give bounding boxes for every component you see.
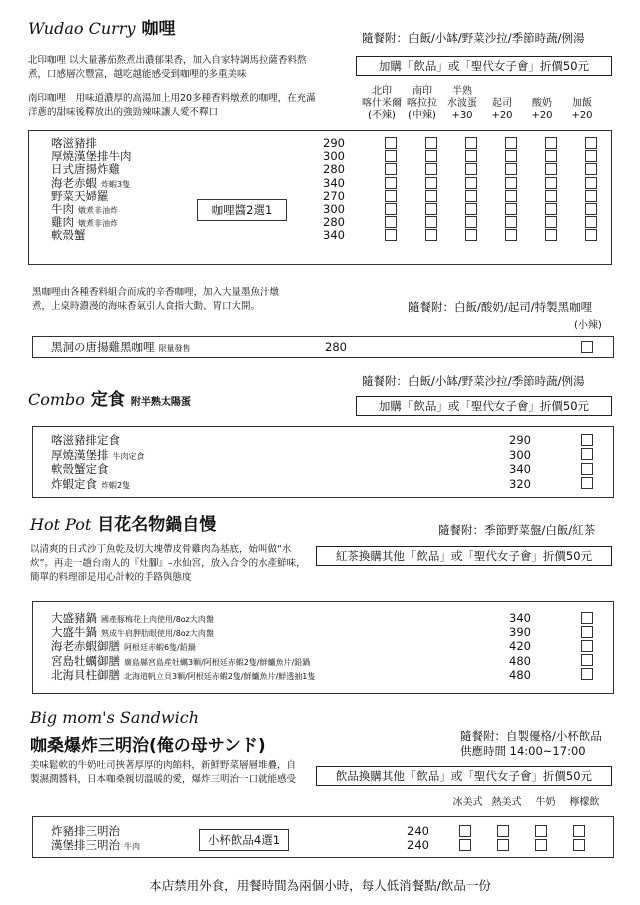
combo-item-price: 300 xyxy=(509,447,531,462)
sandwich-checkbox-grid xyxy=(459,825,611,852)
curry-item xyxy=(51,229,132,242)
sandwich-item-name: 漢堡排三明治 xyxy=(51,837,120,852)
curry-item-sub: 燉煮非油炸 xyxy=(78,219,118,229)
curry-checkbox[interactable] xyxy=(385,229,397,241)
combo-item-name: 厚燒漢堡排 xyxy=(51,447,109,462)
curry-option-header-line: 喀拉拉 xyxy=(407,98,437,109)
hotpot-checkbox[interactable] xyxy=(581,612,593,624)
curry-option-header xyxy=(482,86,522,126)
curry-option-headers xyxy=(362,86,622,126)
hotpot-item-name: 北海貝柱御膳 xyxy=(51,667,120,682)
curry-item-name: 日式唐揚炸雞 xyxy=(51,162,120,177)
hotpot-checkbox[interactable] xyxy=(581,668,593,680)
hotpot-item-price: 390 xyxy=(509,625,531,640)
curry-item-price: 300 xyxy=(323,149,345,164)
curry-option-header-line xyxy=(562,86,602,98)
hotpot-item-list xyxy=(51,611,315,682)
curry-checkbox-row xyxy=(385,229,625,242)
combo-item-name: 軟殼蟹定食 xyxy=(51,462,109,476)
hotpot-item-sub: 國產豚梅花上肉使用/8oz大肉盤 xyxy=(101,615,214,624)
sandwich-item-price: 240 xyxy=(407,837,429,852)
sandwich-hours: 供應時間 14:00~17:00 xyxy=(460,744,586,758)
curry-checkbox[interactable] xyxy=(545,229,557,241)
hotpot-item xyxy=(51,668,315,682)
curry-option-header-line: (不辣) xyxy=(368,110,396,121)
combo-item-sub: 炸蝦2隻 xyxy=(101,480,131,490)
black-curry-spice-note: (小辣) xyxy=(574,320,602,331)
curry-item-price: 270 xyxy=(323,188,345,203)
black-curry-item xyxy=(51,341,191,354)
sandwich-checkbox[interactable] xyxy=(497,839,509,851)
sandwich-item xyxy=(51,839,140,853)
hotpot-heading xyxy=(30,510,216,535)
combo-heading xyxy=(28,385,191,410)
sandwich-drink-tag: 小杯飲品4選1 xyxy=(199,829,289,851)
hotpot-checkbox[interactable] xyxy=(581,654,593,666)
curry-item-name: 雞肉 xyxy=(51,215,74,230)
combo-checkbox[interactable] xyxy=(581,448,593,460)
curry-desc-north: 北印咖哩 以大量蕃茄熬煮出濃郁果香，加入自家特調馬拉薩香料熬煮，口感層次豐富，越吃越能感受到咖哩的多重美味 xyxy=(28,55,307,80)
sandwich-item xyxy=(51,825,140,839)
curry-option-header-line: 水波蛋 xyxy=(447,98,477,109)
sandwich-checkbox-row xyxy=(459,839,611,853)
curry-checkbox[interactable] xyxy=(465,229,477,241)
curry-item-name: 野菜天婦羅 xyxy=(51,188,109,203)
combo-item-price: 290 xyxy=(509,433,531,447)
curry-item-name: 喀滋豬排 xyxy=(51,136,97,150)
sandwich-drink-header: 牛奶 xyxy=(535,797,556,808)
curry-option-header xyxy=(562,86,602,126)
hotpot-title-zh: 目花名物鍋自慢 xyxy=(97,515,217,535)
hotpot-item-price: 480 xyxy=(509,667,531,682)
curry-option-header-line: 半熟 xyxy=(452,86,472,97)
curry-menu-box xyxy=(28,130,612,265)
hotpot-desc: 以清爽的日式沙丁魚乾及切大塊帶皮骨雞肉為基底，始叫做“水炊”。再走一趟台南人的『灶腳』–水仙宮，放入合令的水產鮮味，簡單的料理卻是用心計較的手路與態度 xyxy=(30,544,306,583)
combo-sides: 隨餐附：白飯/小缽/野菜沙拉/季節時蔬/例湯 xyxy=(362,374,585,388)
sandwich-checkbox[interactable] xyxy=(535,839,547,851)
curry-item-price: 300 xyxy=(323,201,345,216)
sandwich-desc: 美味鬆軟的牛奶吐司挾著厚厚的肉餡料，新鮮野菜層層堆疊，自製濕潤醬料，日本咖桑親切溫暖的愛，爆炸三明治一口就能感受 xyxy=(30,760,297,785)
curry-checkbox-grid xyxy=(385,137,625,243)
curry-item-name: 軟殼蟹 xyxy=(51,228,86,243)
sandwich-title-en: Big mom's Sandwich xyxy=(30,708,199,727)
curry-item-price: 340 xyxy=(323,228,345,243)
sandwich-item-sub: 牛肉 xyxy=(124,841,140,851)
combo-item xyxy=(51,433,145,448)
hotpot-item-sub: 北海道帆立貝3顆/阿根廷赤蝦2隻/鮮鱸魚片/鮮透抽1隻 xyxy=(124,671,316,681)
combo-item-price: 320 xyxy=(509,476,531,491)
combo-item xyxy=(51,477,145,492)
hotpot-price-list xyxy=(509,611,531,682)
footer-note: 本店禁用外食，用餐時間為兩個小時，每人低消餐點/飲品一份 xyxy=(149,878,491,893)
hotpot-checkbox[interactable] xyxy=(581,640,593,652)
curry-heading xyxy=(28,14,175,39)
hotpot-item-sub: 熟成牛肩胛肋眼使用/8oz大肉盤 xyxy=(101,629,214,639)
curry-item-price: 280 xyxy=(323,162,345,177)
sandwich-checkbox[interactable] xyxy=(573,839,585,851)
combo-checkbox[interactable] xyxy=(581,463,593,475)
combo-menu-box xyxy=(32,426,614,498)
hotpot-item-sub: 廣島縣宮島産牡蠣3顆/阿根廷赤蝦2隻/鮮鱸魚片/鉛鍋 xyxy=(124,657,311,667)
combo-title-en: Combo xyxy=(28,390,85,409)
curry-title-en: Wudao Curry xyxy=(28,19,136,38)
black-curry-item-sub: 限量發售 xyxy=(158,344,191,353)
curry-option-header-line: 酸奶 xyxy=(532,98,552,109)
combo-price-list xyxy=(509,433,531,491)
black-curry-checkbox[interactable] xyxy=(581,341,593,353)
curry-option-header-line: +30 xyxy=(451,110,473,121)
curry-price-list xyxy=(323,137,345,243)
curry-item-sub: 炸蝦3隻 xyxy=(101,179,131,189)
curry-desc-south: 南印咖哩 用味道濃厚的高湯加上用20多種香料燉煮的咖哩，在充滿洋蔥的甜味後釋放出的強勁辣味讓人愛不釋口 xyxy=(28,93,316,118)
hotpot-title-en: Hot Pot xyxy=(30,515,92,534)
combo-item-name: 喀滋豬排定食 xyxy=(51,433,120,447)
hotpot-promo: 紅茶換購其他「飲品」或「聖代女子會」折價50元 xyxy=(316,546,612,566)
black-curry-sides: 隨餐附：白飯/酸奶/起司/特製黑咖哩 xyxy=(408,300,593,314)
combo-checkbox[interactable] xyxy=(581,477,593,489)
sandwich-drink-header: 檸檬飲 xyxy=(569,797,600,808)
curry-option-header-line: 喀什米爾 xyxy=(362,98,402,109)
curry-option-header xyxy=(402,86,442,126)
sandwich-title-zh: 咖桑爆炸三明治(俺の母サンド) xyxy=(30,736,266,756)
curry-option-header-line: +20 xyxy=(531,110,553,121)
curry-item-list xyxy=(51,137,132,243)
hotpot-sides: 隨餐附：季節野菜盤/白飯/紅茶 xyxy=(438,523,596,537)
sandwich-item-price: 240 xyxy=(407,824,429,838)
combo-item xyxy=(51,448,145,463)
hotpot-item-name: 宮島牡蠣御膳 xyxy=(51,653,120,668)
hotpot-item-price: 340 xyxy=(509,611,531,625)
curry-option-header-line: 北印 xyxy=(372,86,392,97)
curry-sides: 隨餐附：白飯/小缽/野菜沙拉/季節時蔬/例湯 xyxy=(362,31,585,45)
hotpot-item xyxy=(51,625,315,639)
hotpot-checkbox-row xyxy=(581,668,601,682)
sandwich-item-list xyxy=(51,825,140,852)
curry-item-price: 340 xyxy=(323,175,345,190)
combo-item-price: 340 xyxy=(509,462,531,476)
sandwich-checkbox[interactable] xyxy=(459,839,471,851)
curry-option-header-line: +20 xyxy=(571,110,593,121)
sandwich-price-list xyxy=(407,825,429,852)
hotpot-item-name: 大盛牛鍋 xyxy=(51,625,97,640)
combo-checkbox[interactable] xyxy=(581,434,593,446)
sandwich-item-name: 炸豬排三明治 xyxy=(51,824,120,838)
hotpot-item-price: 420 xyxy=(509,639,531,654)
combo-title-sub: 附半熟太陽蛋 xyxy=(130,397,191,408)
combo-checkbox-list xyxy=(581,433,601,491)
sandwich-drink-headers xyxy=(448,797,604,811)
hotpot-item xyxy=(51,611,315,625)
black-curry-box xyxy=(32,336,614,358)
hotpot-item-price: 480 xyxy=(509,653,531,668)
hotpot-checkbox-list xyxy=(581,611,601,682)
black-curry-item-name: 黑洞の唐揚雞黑咖哩 xyxy=(51,340,155,354)
curry-option-header-line xyxy=(482,86,522,98)
hotpot-item-name: 海老赤蝦御膳 xyxy=(51,639,120,654)
curry-checkbox[interactable] xyxy=(585,229,597,241)
combo-item-name: 炸蝦定食 xyxy=(51,476,97,491)
sandwich-promo: 飲品換購其他「飲品」或「聖代女子會」折價50元 xyxy=(316,766,612,786)
hotpot-item-sub: 阿根廷赤蝦6隻/鉛鍋 xyxy=(124,643,196,653)
black-curry-desc: 黑咖哩由各種香料組合而成的辛香咖哩，加入大量墨魚汁燉煮，上桌時濃漫的海味香氣引人食指大動、胃口大開。 xyxy=(32,287,280,312)
combo-item-list xyxy=(51,433,145,491)
curry-option-header-line: +20 xyxy=(491,110,513,121)
combo-promo: 加購「飲品」或「聖代女子會」折價50元 xyxy=(356,396,612,416)
curry-sauce-tag: 咖哩醬2選1 xyxy=(197,199,287,221)
curry-option-header xyxy=(522,86,562,126)
sandwich-sides: 隨餐附：自製優格/小杯飲品 xyxy=(460,729,602,743)
curry-option-header-line xyxy=(522,86,562,98)
hotpot-menu-box xyxy=(32,601,614,694)
curry-option-header xyxy=(362,86,402,126)
curry-item-name: 牛肉 xyxy=(51,201,74,216)
curry-promo: 加購「飲品」或「聖代女子會」折價50元 xyxy=(356,56,612,76)
curry-item-sub: 燉煮非油炸 xyxy=(78,205,118,215)
combo-item-sub: 牛肉定食 xyxy=(112,451,145,461)
hotpot-item xyxy=(51,654,315,668)
black-curry-price: 280 xyxy=(325,340,347,354)
sandwich-menu-box xyxy=(32,816,614,858)
combo-item xyxy=(51,462,145,477)
hotpot-item-name: 大盛豬鍋 xyxy=(51,611,97,625)
curry-checkbox[interactable] xyxy=(505,229,517,241)
curry-option-header-line: 加飯 xyxy=(572,98,592,109)
curry-option-header-line: 南印 xyxy=(412,86,432,97)
combo-title-zh: 定食 xyxy=(90,390,125,410)
sandwich-drink-header: 冰美式 xyxy=(452,797,483,808)
hotpot-item xyxy=(51,639,315,653)
sandwich-drink-header: 熱美式 xyxy=(491,797,522,808)
curry-item-name: 厚燒漢堡排牛肉 xyxy=(51,149,132,164)
curry-title-zh: 咖哩 xyxy=(141,19,176,39)
curry-option-header-line: 起司 xyxy=(492,98,512,109)
hotpot-checkbox[interactable] xyxy=(581,626,593,638)
curry-item-price: 290 xyxy=(323,136,345,150)
curry-option-header-line: (中辣) xyxy=(408,110,436,121)
curry-checkbox[interactable] xyxy=(425,229,437,241)
curry-item-name: 海老赤蝦 xyxy=(51,175,97,190)
combo-checkbox-row xyxy=(581,477,601,492)
curry-option-header xyxy=(442,86,482,126)
curry-item-price: 280 xyxy=(323,215,345,230)
